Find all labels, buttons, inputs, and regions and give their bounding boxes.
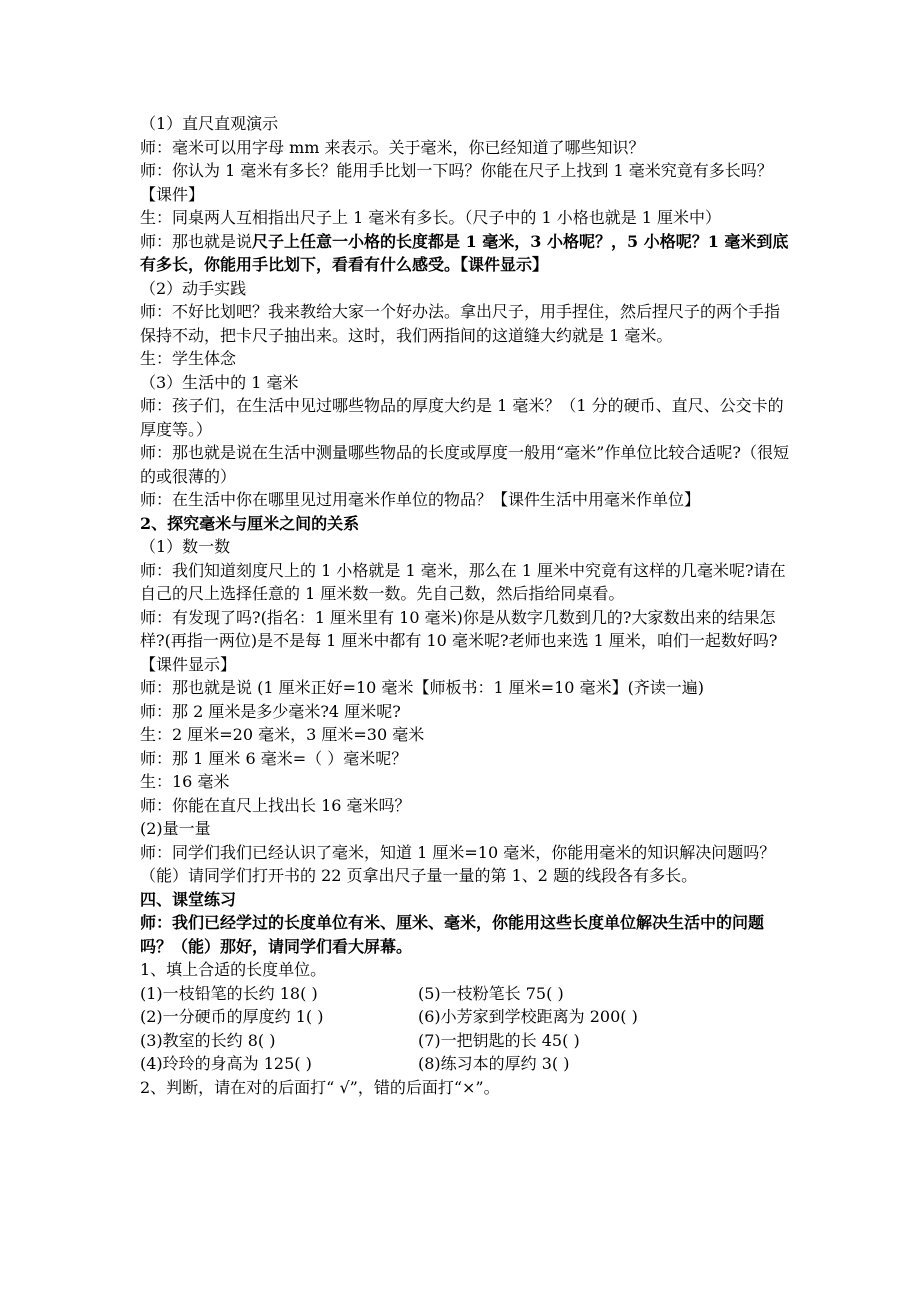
text: 师：同学们我们已经认识了毫米，知道 1 厘米=10 毫米，你能用毫米的知识解决问题吗？（能）请同学们打开书的 22 页拿出尺子量一量的第 1、2 题的线段各有多长。 — [140, 842, 776, 885]
exercise-item: (7)一把钥匙的长 45( ) — [418, 1030, 580, 1050]
paragraph — [140, 606, 790, 677]
paragraph — [140, 230, 790, 277]
paragraph — [140, 347, 790, 371]
paragraph — [140, 535, 790, 559]
exercise-item: (5)一枝粉笔长 75( ) — [418, 983, 564, 1003]
text: （3）生活中的 1 毫米 — [140, 372, 299, 392]
exercise-grid — [140, 982, 790, 1076]
text: （1）直尺直观演示 — [140, 114, 279, 133]
paragraph — [140, 841, 790, 888]
paragraph — [140, 888, 790, 912]
text: 师：你能在直尺上找出长 16 毫米吗？ — [140, 795, 411, 815]
paragraph — [140, 394, 790, 441]
exercise-row — [140, 982, 790, 1006]
text: 师：那也就是说 (1 厘米正好=10 毫米【师板书：1 厘米=10 毫米】(齐读一遍) — [140, 678, 705, 697]
text: 师：毫米可以用字母 mm 来表示。关于毫米，你已经知道了哪些知识？ — [140, 137, 645, 157]
exercise-item: (3)教室的长约 8( ) — [140, 1030, 276, 1050]
document-body — [140, 112, 790, 1099]
text: （2）动手实践 — [140, 278, 247, 298]
text: 师：那 2 厘米是多少毫米?4 厘米呢? — [140, 701, 401, 721]
text: 1、填上合适的长度单位。 — [140, 960, 327, 979]
paragraph — [140, 441, 790, 488]
text: 师：那 1 厘米 6 毫米=（ ）毫米呢？ — [140, 748, 408, 768]
text: 师：我们知道刻度尺上的 1 小格就是 1 毫米，那么在 1 厘米中究竟有这样的几毫米呢?请在自己的尺上选择任意的 1 厘米数一数。先自己数，然后指给同桌看。 — [140, 560, 786, 603]
judge-instruction: 2、判断，请在对的后面打“ √”，错的后面打“×”。 — [140, 1077, 500, 1097]
exercise-row — [140, 1052, 790, 1076]
paragraph — [140, 488, 790, 512]
exercise-row — [140, 1029, 790, 1053]
paragraph — [140, 911, 790, 958]
exercise-row — [140, 1005, 790, 1029]
paragraph — [140, 700, 790, 724]
text: 生：16 毫米 — [140, 772, 230, 791]
text: 师：在生活中你在哪里见过用毫米作单位的物品？【课件生活中用毫米作单位】 — [140, 490, 701, 509]
paragraph — [140, 559, 790, 606]
exercise-item: (8)练习本的厚约 3( ) — [418, 1054, 570, 1073]
paragraph — [140, 723, 790, 747]
paragraph — [140, 676, 790, 700]
exercise-item: (1)一枝铅笔的长约 18( ) — [140, 983, 318, 1003]
paragraph — [140, 136, 790, 160]
paragraph-list — [140, 112, 790, 982]
paragraph — [140, 794, 790, 818]
text: 师：那也就是说在生活中测量哪些物品的长度或厚度一般用“毫米”作单位比较合适呢?（很短的或很薄的） — [140, 443, 789, 486]
text: (2)量一量 — [140, 819, 211, 838]
text: 师：孩子们，在生活中见过哪些物品的厚度大约是 1 毫米？（1 分的硬币、直尺、公交卡的厚度等。） — [140, 396, 784, 439]
paragraph — [140, 277, 790, 301]
paragraph — [140, 300, 790, 347]
exercise-item: (2)一分硬币的厚度约 1( ) — [140, 1007, 324, 1026]
paragraph — [140, 371, 790, 395]
exercise-item: (4)玲玲的身高为 125( ) — [140, 1054, 312, 1073]
bold-text: 2、探究毫米与厘米之间的关系 — [140, 513, 360, 533]
text: 师：不好比划吧？我来教给大家一个好办法。拿出尺子，用手捏住，然后捏尺子的两个手指保持不动，把卡尺子抽出来。这时，我们两指间的这道缝大约就是 1 毫米。 — [140, 302, 781, 345]
text: （1）数一数 — [140, 537, 231, 556]
text: 生：同桌两人互相指出尺子上 1 毫米有多长。（尺子中的 1 小格也就是 1 厘米中） — [140, 208, 722, 227]
text: 师：那也就是说 — [140, 231, 253, 251]
paragraph — [140, 747, 790, 771]
text: 生：2 厘米=20 毫米，3 厘米=30 毫米 — [140, 725, 425, 744]
exercise-item: (6)小芳家到学校距离为 200( ) — [418, 1007, 638, 1026]
paragraph — [140, 817, 790, 841]
paragraph — [140, 770, 790, 794]
bold-text: 四、课堂练习 — [140, 889, 237, 909]
paragraph — [140, 512, 790, 536]
text: 师：有发现了吗?(指名：1 厘米里有 10 毫米)你是从数字几数到几的?大家数出来的结果怎样?(再指一两位)是不是每 1 厘米中都有 10 毫米呢?老师也来选 1 厘米，咱们一起数好吗?【课件显示】 — [140, 607, 778, 674]
paragraph — [140, 206, 790, 230]
paragraph — [140, 159, 790, 206]
bold-text: 师：我们已经学过的长度单位有米、厘米、毫米，你能用这些长度单位解决生活中的问题吗？（能）那好，请同学们看大屏幕。 — [140, 913, 765, 956]
text: 师：你认为 1 毫米有多长？能用手比划一下吗？你能在尺子上找到 1 毫米究竟有多长吗？【课件】 — [140, 161, 773, 204]
paragraph — [140, 112, 790, 136]
text: 生：学生体念 — [140, 349, 237, 368]
bold-text: 尺子上任意一小格的长度都是 1 毫米，3 小格呢？，5 小格呢？1 毫米到底有多长，你能用手比划下，看看有什么感受。【课件显示】 — [140, 231, 789, 274]
paragraph — [140, 958, 790, 982]
